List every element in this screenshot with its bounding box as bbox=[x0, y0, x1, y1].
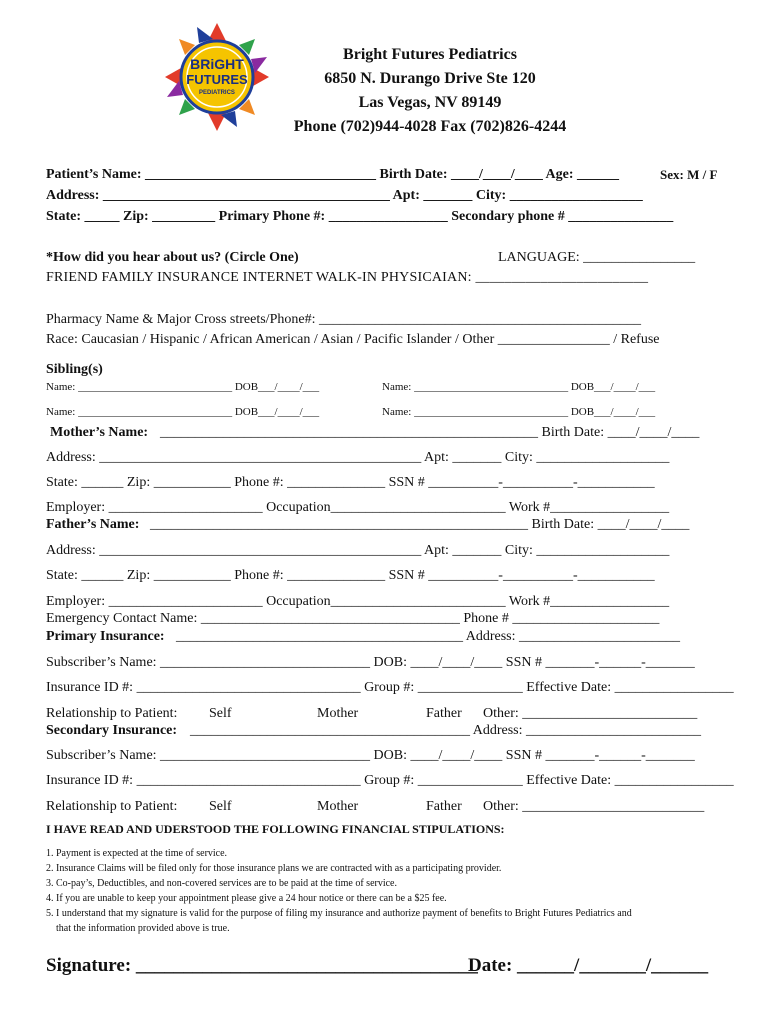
stipulations-heading: I HAVE READ AND UDERSTOOD THE FOLLOWING FINANCIAL STIPULATIONS: bbox=[46, 822, 505, 836]
mother-employer-field[interactable]: Employer: ______________________ Occupation_________________________ Work #_________________ bbox=[46, 500, 670, 515]
race-field[interactable]: Race: Caucasian / Hispanic / African American / Asian / Pacific Islander / Other ________________ / Refuse bbox=[46, 332, 660, 347]
stipulation-item: that the information provided above is true. bbox=[46, 923, 230, 934]
primary-insurance-id-field[interactable]: Insurance ID #: ________________________________ Group #: _______________ Effective Date: _________________ bbox=[46, 680, 734, 695]
father-address-field[interactable]: Address: ______________________________________________ Apt: _______ City: ___________________ bbox=[46, 543, 670, 558]
primary-relationship-label: Relationship to Patient: bbox=[46, 706, 178, 721]
pharmacy-field[interactable]: Pharmacy Name & Major Cross streets/Phone#: ______________________________________________ bbox=[46, 312, 641, 327]
svg-text:FUTURES: FUTURES bbox=[186, 72, 248, 87]
referral-question: *How did you hear about us? (Circle One) bbox=[46, 250, 299, 265]
primary-relationship-father[interactable]: Father bbox=[426, 706, 462, 721]
practice-logo bbox=[164, 22, 270, 132]
practice-city: Las Vegas, NV 89149 bbox=[358, 94, 502, 111]
primary-insurance-label: Primary Insurance: bbox=[46, 629, 165, 644]
referral-options[interactable]: FRIEND FAMILY INSURANCE INTERNET WALK-IN PHYSICAIAN: ________________________ bbox=[46, 270, 649, 285]
sun-logo-icon bbox=[164, 22, 270, 132]
emergency-contact-field[interactable]: Emergency Contact Name: _____________________________________ Phone # _____________________ bbox=[46, 611, 660, 626]
sibling-3-field[interactable]: Name: ____________________________ DOB___/____/___ bbox=[46, 406, 320, 418]
secondary-subscriber-field[interactable]: Subscriber’s Name: ______________________________ DOB: ____/____/____ SSN # _______-______-_______ bbox=[46, 748, 695, 763]
secondary-relationship-self[interactable]: Self bbox=[209, 799, 232, 814]
patient-state-field[interactable]: State: _____ Zip: _________ Primary Phone #: _________________ Secondary phone # _______________ bbox=[46, 209, 674, 224]
secondary-relationship-father[interactable]: Father bbox=[426, 799, 462, 814]
mother-name-label: Mother’s Name: bbox=[50, 425, 149, 440]
signature-field[interactable]: Signature: ____________________________________ bbox=[46, 955, 478, 976]
signature-date-field[interactable]: Date: ______/_______/______ bbox=[468, 955, 709, 976]
siblings-heading: Sibling(s) bbox=[46, 362, 103, 377]
stipulation-item: 1. Payment is expected at the time of service. bbox=[46, 848, 228, 859]
svg-text:BRiGHT: BRiGHT bbox=[190, 56, 244, 72]
patient-sex-field[interactable]: Sex: M / F bbox=[660, 167, 718, 182]
secondary-relationship-label: Relationship to Patient: bbox=[46, 799, 178, 814]
stipulation-item: 3. Co-pay’s, Deductibles, and non-covered services are to be paid at the time of service. bbox=[46, 878, 397, 889]
primary-relationship-other[interactable]: Other: _________________________ bbox=[483, 706, 698, 721]
svg-text:PEDIATRICS: PEDIATRICS bbox=[199, 90, 235, 96]
primary-subscriber-field[interactable]: Subscriber’s Name: ______________________________ DOB: ____/____/____ SSN # _______-______-_______ bbox=[46, 655, 695, 670]
sibling-4-field[interactable]: Name: ____________________________ DOB___/____/___ bbox=[382, 406, 656, 418]
primary-relationship-self[interactable]: Self bbox=[209, 706, 232, 721]
primary-relationship-mother[interactable]: Mother bbox=[317, 706, 359, 721]
father-name-label: Father’s Name: bbox=[46, 517, 140, 532]
stipulation-item: 4. If you are unable to keep your appointment please give a 24 hour notice or there can be a $25 fee. bbox=[46, 893, 447, 904]
practice-address: 6850 N. Durango Drive Ste 120 bbox=[324, 70, 536, 87]
secondary-insurance-field[interactable]: ________________________________________ Address: _________________________ bbox=[190, 723, 701, 738]
practice-name: Bright Futures Pediatrics bbox=[343, 46, 517, 63]
stipulation-item: 5. I understand that my signature is valid for the purpose of filing my insurance and authorize payment of benefits to Bright Futures Pediatrics and bbox=[46, 908, 632, 919]
secondary-insurance-id-field[interactable]: Insurance ID #: ________________________________ Group #: _______________ Effective Date: _________________ bbox=[46, 773, 734, 788]
mother-state-field[interactable]: State: ______ Zip: ___________ Phone #: ______________ SSN # __________-__________-___________ bbox=[46, 475, 655, 490]
secondary-insurance-label: Secondary Insurance: bbox=[46, 723, 178, 738]
sibling-2-field[interactable]: Name: ____________________________ DOB___/____/___ bbox=[382, 381, 656, 393]
sibling-1-field[interactable]: Name: ____________________________ DOB___/____/___ bbox=[46, 381, 320, 393]
patient-address-field[interactable]: Address: _________________________________________ Apt: _______ City: ___________________ bbox=[46, 188, 643, 203]
father-name-field[interactable]: ______________________________________________________ Birth Date: ____/____/____ bbox=[150, 517, 690, 532]
mother-name-field[interactable]: ______________________________________________________ Birth Date: ____/____/____ bbox=[160, 425, 700, 440]
patient-name-field[interactable]: Patient’s Name: _________________________________ Birth Date: ____/____/____ Age: ______ bbox=[46, 167, 620, 182]
stipulation-item: 2. Insurance Claims will be filed only for those insurance plans we are contracted with as a participating provider. bbox=[46, 863, 502, 874]
father-state-field[interactable]: State: ______ Zip: ___________ Phone #: ______________ SSN # __________-__________-___________ bbox=[46, 568, 655, 583]
language-field[interactable]: LANGUAGE: ________________ bbox=[498, 250, 696, 265]
mother-address-field[interactable]: Address: ______________________________________________ Apt: _______ City: ___________________ bbox=[46, 450, 670, 465]
practice-phone: Phone (702)944-4028 Fax (702)826-4244 bbox=[293, 118, 567, 135]
secondary-relationship-other[interactable]: Other: __________________________ bbox=[483, 799, 705, 814]
father-employer-field[interactable]: Employer: ______________________ Occupation_________________________ Work #_________________ bbox=[46, 594, 670, 609]
secondary-relationship-mother[interactable]: Mother bbox=[317, 799, 359, 814]
primary-insurance-field[interactable]: _________________________________________ Address: _______________________ bbox=[176, 629, 680, 644]
